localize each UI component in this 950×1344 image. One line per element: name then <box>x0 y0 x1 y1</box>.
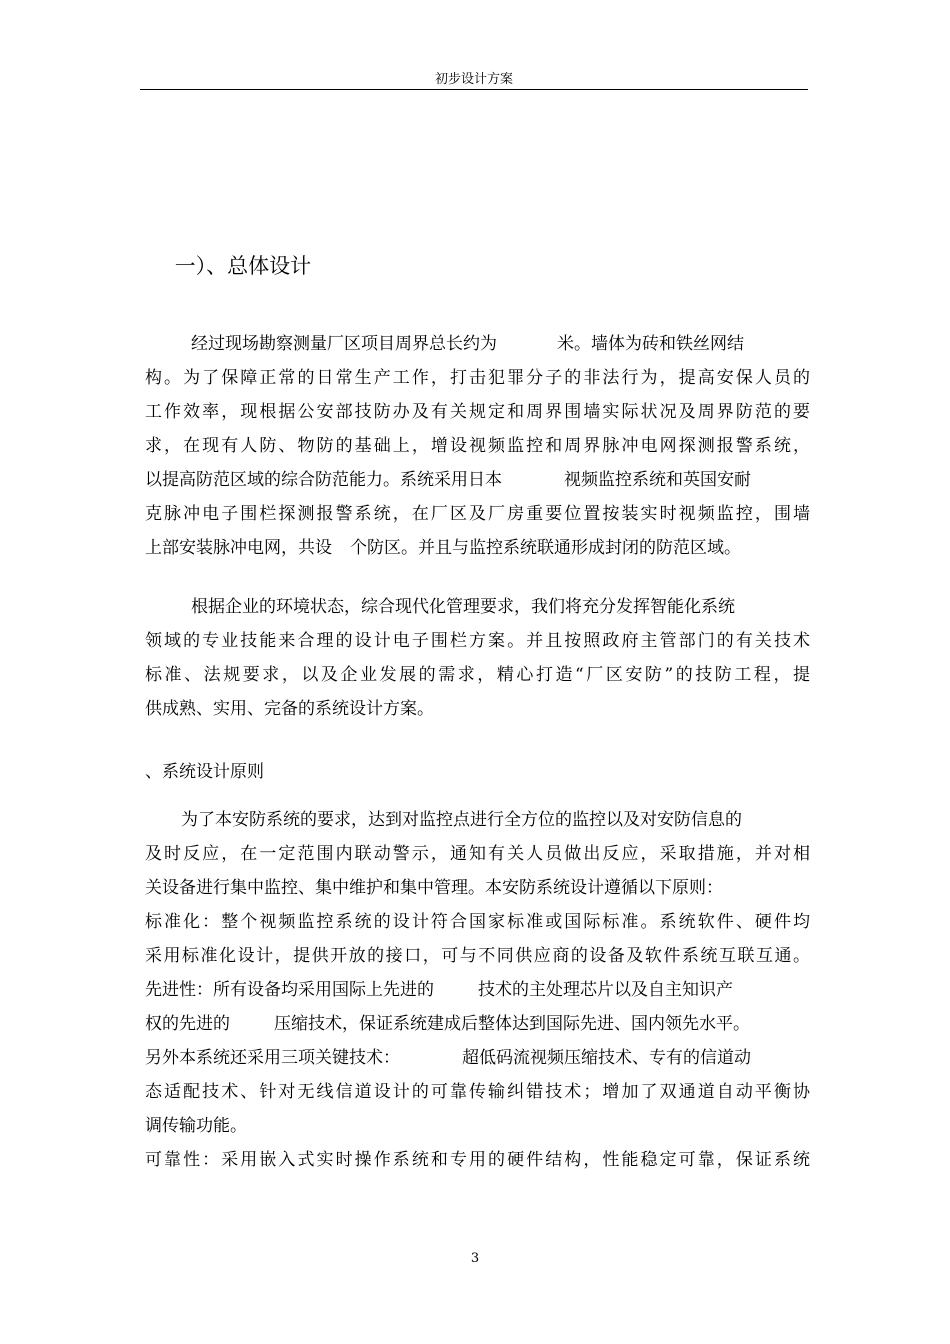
paragraph-line: 关设备进行集中监控、集中维护和集中管理。本安防系统设计遵循以下原则： <box>145 878 723 898</box>
principle-advanced: 先进性：所有设备均采用国际上先进的 技术的主处理芯片以及自主知识产 <box>145 980 733 1000</box>
page-number: 3 <box>470 1251 480 1266</box>
paragraph-line: 求，在现有人防、物防的基础上，增设视频监控和周界脉冲电网探测报警系统， <box>145 436 810 456</box>
paragraph-line: 根据企业的环境状态，综合现代化管理要求，我们将充分发挥智能化系统 <box>191 597 735 617</box>
paragraph-approach <box>145 590 810 726</box>
paragraph-line: 标准、法规要求，以及企业发展的需求，精心打造“厂区安防”的技防工程，提 <box>145 665 810 685</box>
paragraph-line: 经过现场勘察测量厂区项目周界总长约为 米。墙体为砖和铁丝网结 <box>191 334 744 354</box>
paragraph-line: 领域的专业技能来合理的设计电子围栏方案。并且按照政府主管部门的有关技术 <box>145 631 810 651</box>
paragraph-line: 构。为了保障正常的日常生产工作，打击犯罪分子的非法行为，提高安保人员的 <box>145 368 810 388</box>
paragraph-line: 工作效率，现根据公安部技防办及有关规定和周界围墙实际状况及周界防范的要 <box>145 402 810 422</box>
paragraph-line: 及时反应，在一定范围内联动警示，通知有关人员做出反应，采取措施，并对相 <box>145 844 810 864</box>
paragraph-line: 供成熟、实用、完备的系统设计方案。 <box>145 699 434 719</box>
paragraph-line: 态适配技术、针对无线信道设计的可靠传输纠错技术；增加了双通道自动平衡协 <box>145 1082 810 1102</box>
paragraph-principles-intro <box>145 803 810 1177</box>
paragraph-line: 克脉冲电子围栏探测报警系统，在厂区及厂房重要位置按装实时视频监控，围墙 <box>145 504 810 524</box>
running-header: 初步设计方案 <box>434 72 513 87</box>
header-rule <box>140 89 808 90</box>
paragraph-line: 为了本安防系统的要求，达到对监控点进行全方位的监控以及对安防信息的 <box>181 810 742 830</box>
section-heading-overall-design <box>146 250 311 280</box>
principle-standardization-cont: 采用标准化设计，提供开放的接口，可与不同供应商的设备及软件系统互联互通。 <box>145 946 810 966</box>
subheading-design-principles: 、系统设计原则 <box>145 762 264 782</box>
principle-reliability: 可靠性：采用嵌入式实时操作系统和专用的硬件结构，性能稳定可靠，保证系统 <box>145 1150 810 1170</box>
section-heading-text: 一）、总体设计 <box>174 254 312 278</box>
paragraph-line: 以提高防范区域的综合防范能力。系统采用日本 视频监控系统和英国安耐 <box>145 470 751 490</box>
paragraph-line: 另外本系统还采用三项关键技术： 超低码流视频压缩技术、专有的信道动 <box>145 1048 751 1068</box>
paragraph-line: 上部安装脉冲电网，共设 个防区。并且与监控系统联通形成封闭的防范区域。 <box>145 538 741 558</box>
paragraph-line: 调传输功能。 <box>145 1116 247 1136</box>
paragraph-overview <box>145 327 810 565</box>
paragraph-line: 权的先进的 压缩技术，保证系统建成后整体达到国际先进、国内领先水平。 <box>145 1014 750 1034</box>
principle-standardization: 标准化：整个视频监控系统的设计符合国家标准或国际标准。系统软件、硬件均 <box>145 912 810 932</box>
